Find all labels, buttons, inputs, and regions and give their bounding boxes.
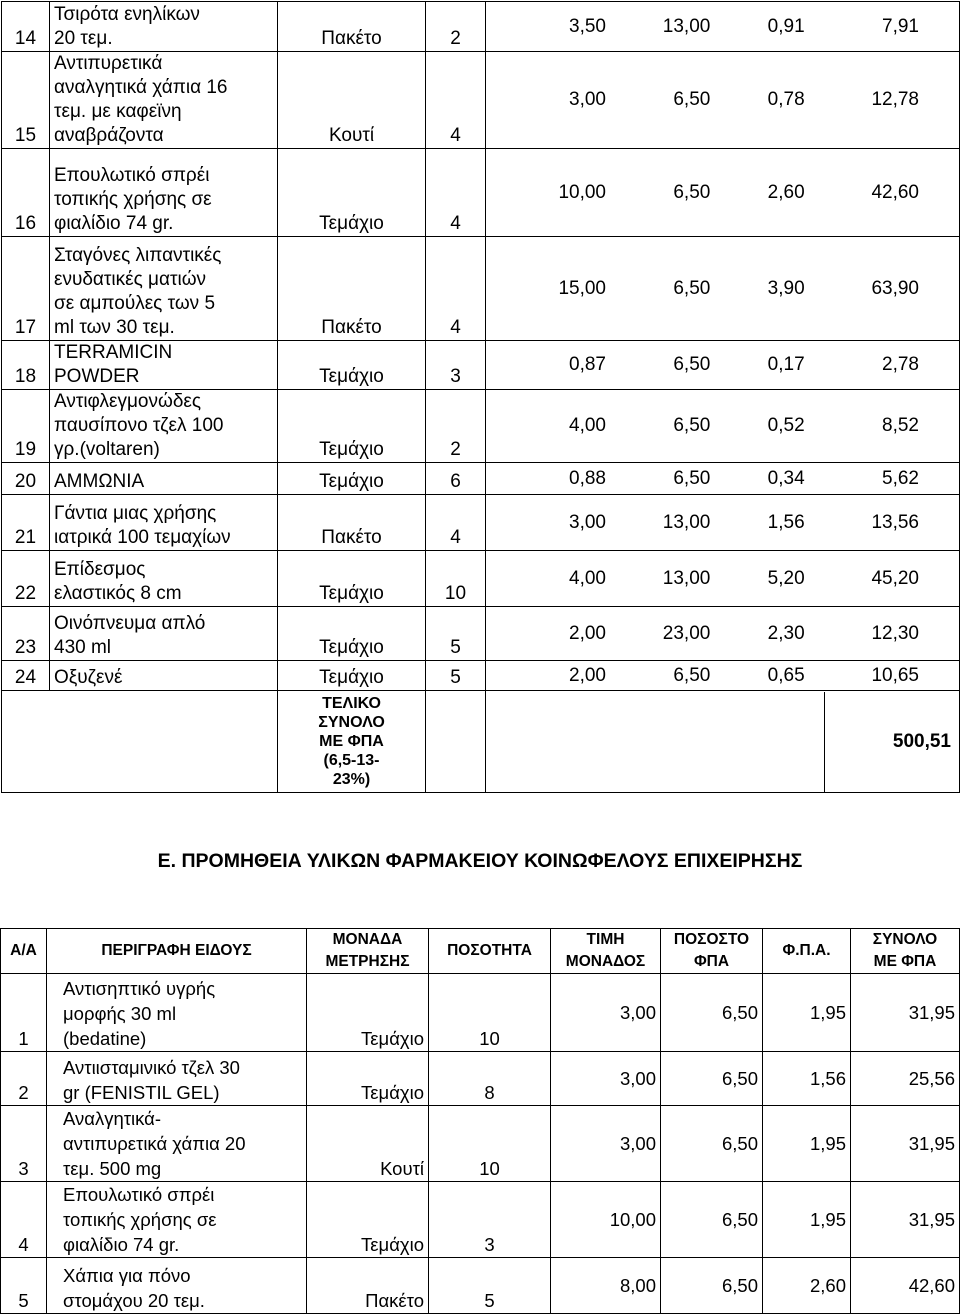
vatv-value: 0,78 <box>767 89 805 110</box>
quantity: 2 <box>426 390 486 463</box>
amounts <box>486 390 960 463</box>
amounts <box>486 341 960 390</box>
unit: Πακέτο <box>278 2 426 52</box>
row-number: 18 <box>2 341 50 390</box>
final-total-value: 500,51 <box>892 730 951 752</box>
price-value: 2,00 <box>569 664 606 686</box>
vatv-value: 0,17 <box>767 354 805 375</box>
table-row <box>2 149 960 237</box>
table-row <box>2 495 960 551</box>
vatv-value: 0,91 <box>767 15 805 37</box>
vat-value: 6,50 <box>673 354 711 375</box>
unit: Κουτί <box>278 52 426 149</box>
vatv-value: 0,52 <box>767 415 805 436</box>
vat-value: 6,50 <box>673 467 711 489</box>
vat-value: 13,00 <box>662 511 711 533</box>
header-price: ΤΙΜΗ ΜΟΝΑΔΟΣ <box>551 929 661 974</box>
price-value: 3,00 <box>551 1106 661 1182</box>
table-row <box>1 1182 960 1258</box>
row-number: 21 <box>2 495 50 551</box>
row-number: 14 <box>2 2 50 52</box>
item-description: Σταγόνες λιπαντικές ενυδατικές ματιών σε αμπούλες των 5 ml των 30 τεμ. <box>50 237 278 341</box>
unit: Τεμάχιο <box>307 974 429 1052</box>
price-value: 0,87 <box>569 354 606 375</box>
quantity: 10 <box>429 974 551 1052</box>
total-value: 12,30 <box>871 622 919 644</box>
quantity: 3 <box>426 341 486 390</box>
row-number: 20 <box>2 463 50 495</box>
row-number: 19 <box>2 390 50 463</box>
table-row <box>2 2 960 52</box>
row-number: 1 <box>1 974 47 1052</box>
row-number: 15 <box>2 52 50 149</box>
quantity: 5 <box>426 661 486 691</box>
vatv-value: 1,95 <box>763 974 851 1052</box>
amounts <box>486 237 960 341</box>
total-value: 31,95 <box>851 1106 960 1182</box>
total-value: 12,78 <box>871 89 919 110</box>
vat-value: 13,00 <box>662 15 711 37</box>
table-row <box>1 974 960 1052</box>
total-value: 42,60 <box>851 1258 960 1314</box>
item-description: Επουλωτικό σπρέι τοπικής χρήσης σε φιαλίδιο 74 gr. <box>47 1182 307 1258</box>
row-number: 16 <box>2 149 50 237</box>
table-row <box>1 1258 960 1314</box>
table-row <box>2 463 960 495</box>
unit: Τεμάχιο <box>307 1182 429 1258</box>
unit: Πακέτο <box>278 237 426 341</box>
row-number: 24 <box>2 661 50 691</box>
amounts <box>486 495 960 551</box>
vatv-value: 3,90 <box>767 277 805 299</box>
vatv-value: 2,30 <box>767 622 805 644</box>
price-value: 8,00 <box>551 1258 661 1314</box>
vatv-value: 1,56 <box>763 1052 851 1106</box>
item-description: Οξυζενέ <box>50 661 278 691</box>
item-description: Επουλωτικό σπρέι τοπικής χρήσης σε φιαλίδιο 74 gr. <box>50 149 278 237</box>
table-row <box>2 52 960 149</box>
row-number: 3 <box>1 1106 47 1182</box>
unit: Πακέτο <box>307 1258 429 1314</box>
total-value: 31,95 <box>851 974 960 1052</box>
table-row <box>2 551 960 607</box>
item-description: TERRAMICIN POWDER <box>50 341 278 390</box>
total-value: 8,52 <box>882 415 919 436</box>
item-description: Τσιρότα ενηλίκων 20 τεμ. <box>50 2 278 52</box>
supplies-table-continued <box>1 1 960 793</box>
table-row <box>2 390 960 463</box>
unit: Κουτί <box>307 1106 429 1182</box>
row-number: 22 <box>2 551 50 607</box>
vat-value: 6,50 <box>661 1052 763 1106</box>
quantity: 4 <box>426 495 486 551</box>
row-number: 2 <box>1 1052 47 1106</box>
quantity: 4 <box>426 237 486 341</box>
item-description: Γάντια μιας χρήσης ιατρικά 100 τεμαχίων <box>50 495 278 551</box>
pharmacy-supplies-table <box>0 928 960 1314</box>
unit: Τεμάχιο <box>278 390 426 463</box>
vatv-value: 1,95 <box>763 1106 851 1182</box>
header-vat: Φ.Π.Α. <box>763 929 851 974</box>
vat-value: 6,50 <box>673 89 711 110</box>
vat-value: 6,50 <box>673 664 711 686</box>
vat-value: 6,50 <box>661 1258 763 1314</box>
total-value: 7,91 <box>882 15 919 37</box>
total-value: 13,56 <box>871 511 919 533</box>
vatv-value: 2,60 <box>763 1258 851 1314</box>
total-value: 63,90 <box>871 277 919 299</box>
quantity: 4 <box>426 149 486 237</box>
quantity: 2 <box>426 2 486 52</box>
vat-value: 13,00 <box>662 567 711 589</box>
header-qty: ΠΟΣΟΤΗΤΑ <box>429 929 551 974</box>
header-total: ΣΥΝΟΛΟ ΜΕ ΦΠΑ <box>851 929 960 974</box>
price-value: 3,00 <box>569 89 606 110</box>
item-description: Αντιφλεγμονώδες παυσίπονο τζελ 100 γρ.(voltaren) <box>50 390 278 463</box>
quantity: 4 <box>426 52 486 149</box>
price-value: 15,00 <box>558 277 606 299</box>
vat-value: 23,00 <box>662 622 711 644</box>
quantity: 8 <box>429 1052 551 1106</box>
section-title: Ε. ΠΡΟΜΗΘΕΙΑ ΥΛΙΚΩΝ ΦΑΡΜΑΚΕΙΟΥ ΚΟΙΝΩΦΕΛΟΥΣ ΕΠΙΧΕΙΡΗΣΗΣ <box>157 850 803 872</box>
table-row <box>2 341 960 390</box>
vat-value: 6,50 <box>673 415 711 436</box>
item-description: Αντιπυρετικά αναλγητικά χάπια 16 τεμ. με καφεϊνη αναβράζοντα <box>50 52 278 149</box>
vat-value: 6,50 <box>661 1182 763 1258</box>
price-value: 10,00 <box>551 1182 661 1258</box>
amounts <box>486 2 960 52</box>
unit: Τεμάχιο <box>278 661 426 691</box>
price-value: 2,00 <box>569 622 606 644</box>
quantity: 10 <box>426 551 486 607</box>
vatv-value: 5,20 <box>767 567 805 589</box>
table-row <box>1 1106 960 1182</box>
row-number: 4 <box>1 1182 47 1258</box>
unit: Τεμάχιο <box>307 1052 429 1106</box>
vatv-value: 0,34 <box>767 467 805 489</box>
unit: Τεμάχιο <box>278 551 426 607</box>
table-row <box>1 1052 960 1106</box>
item-description: Αντισηπτικό υγρής μορφής 30 ml (bedatine) <box>47 974 307 1052</box>
quantity: 6 <box>426 463 486 495</box>
price-value: 3,50 <box>569 15 606 37</box>
item-description: Χάπια για πόνο στομάχου 20 τεμ. <box>47 1258 307 1314</box>
table-row <box>2 607 960 661</box>
table-row <box>2 237 960 341</box>
unit: Τεμάχιο <box>278 341 426 390</box>
amounts <box>486 607 960 661</box>
price-value: 4,00 <box>569 567 606 589</box>
vatv-value: 0,65 <box>767 664 805 686</box>
header-aa: Α/Α <box>1 929 47 974</box>
amounts <box>486 551 960 607</box>
vat-value: 6,50 <box>673 181 711 203</box>
vat-value: 6,50 <box>661 1106 763 1182</box>
row-number: 23 <box>2 607 50 661</box>
price-value: 3,00 <box>551 974 661 1052</box>
header-row <box>1 929 960 974</box>
unit: Πακέτο <box>278 495 426 551</box>
price-value: 10,00 <box>558 181 606 203</box>
header-vat-rate: ΠΟΣΟΣΤΟ ΦΠΑ <box>661 929 763 974</box>
total-value: 25,56 <box>851 1052 960 1106</box>
table-row <box>2 661 960 691</box>
final-total-row <box>2 691 960 793</box>
item-description: Επίδεσμος ελαστικός 8 cm <box>50 551 278 607</box>
item-description: Αναλγητικά- αντιπυρετικά χάπια 20 τεμ. 500 mg <box>47 1106 307 1182</box>
item-description: ΑΜΜΩΝΙΑ <box>50 463 278 495</box>
price-value: 3,00 <box>569 511 606 533</box>
total-value: 2,78 <box>882 354 919 375</box>
unit: Τεμάχιο <box>278 463 426 495</box>
header-desc: ΠΕΡΙΓΡΑΦΗ ΕΙΔΟΥΣ <box>47 929 307 974</box>
price-value: 3,00 <box>551 1052 661 1106</box>
total-value: 45,20 <box>871 567 919 589</box>
quantity: 5 <box>429 1258 551 1314</box>
total-value: 10,65 <box>871 664 919 686</box>
row-number: 5 <box>1 1258 47 1314</box>
price-value: 0,88 <box>569 467 606 489</box>
unit: Τεμάχιο <box>278 149 426 237</box>
item-description: Οινόπνευμα απλό 430 ml <box>50 607 278 661</box>
total-value: 42,60 <box>871 181 919 203</box>
quantity: 5 <box>426 607 486 661</box>
final-total-label: ΤΕΛΙΚΟ ΣΥΝΟΛΟ ΜΕ ΦΠΑ (6,5-13- 23%) <box>278 691 426 793</box>
vatv-value: 1,95 <box>763 1182 851 1258</box>
total-value: 31,95 <box>851 1182 960 1258</box>
quantity: 3 <box>429 1182 551 1258</box>
row-number: 17 <box>2 237 50 341</box>
header-unit: ΜΟΝΑΔΑ ΜΕΤΡΗΣΗΣ <box>307 929 429 974</box>
vatv-value: 1,56 <box>767 511 805 533</box>
price-value: 4,00 <box>569 415 606 436</box>
vatv-value: 2,60 <box>767 181 805 203</box>
amounts <box>486 463 960 495</box>
total-value: 5,62 <box>882 467 919 489</box>
item-description: Αντιισταμινικό τζελ 30 gr (FENISTIL GEL) <box>47 1052 307 1106</box>
quantity: 10 <box>429 1106 551 1182</box>
amounts <box>486 149 960 237</box>
unit: Τεμάχιο <box>278 607 426 661</box>
amounts <box>486 661 960 691</box>
amounts <box>486 52 960 149</box>
vat-value: 6,50 <box>673 277 711 299</box>
vat-value: 6,50 <box>661 974 763 1052</box>
